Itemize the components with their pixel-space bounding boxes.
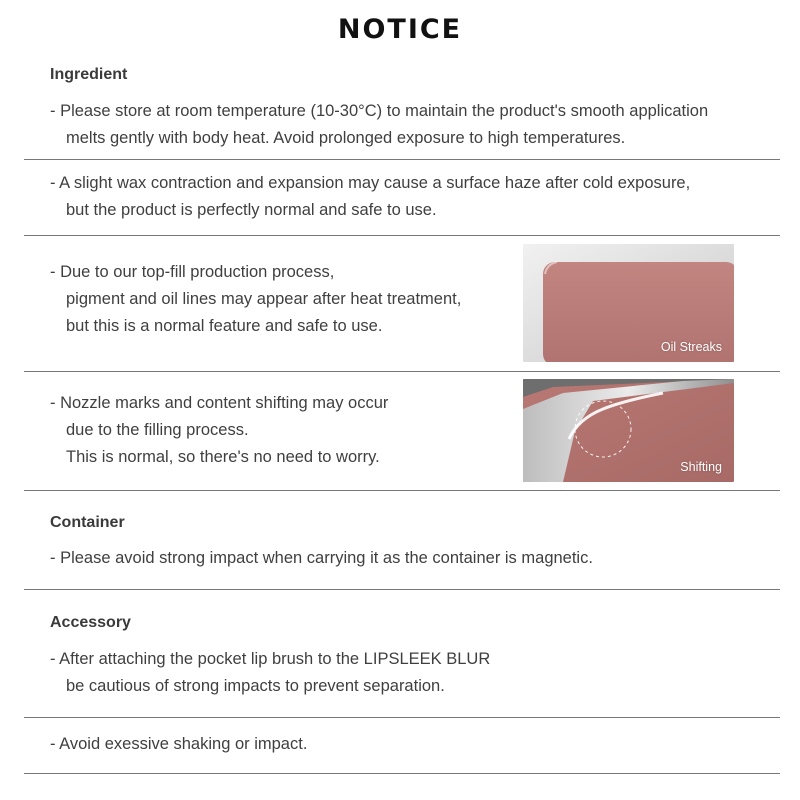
- divider: [24, 717, 780, 718]
- item-text-line: melts gently with body heat. Avoid prolonged exposure to high temperatures.: [66, 129, 626, 147]
- item-text-line: - Please store at room temperature (10-30°C) to maintain the product's smooth application: [50, 102, 709, 120]
- divider: [24, 589, 780, 590]
- divider: [24, 490, 780, 491]
- item-text-line: - After attaching the pocket lip brush to the LIPSLEEK BLUR: [50, 650, 491, 668]
- item-text-line: - A slight wax contraction and expansion may cause a surface haze after cold exposure,: [50, 174, 691, 192]
- notice-item-brush: [50, 646, 490, 700]
- notice-item-oil-lines: [50, 259, 461, 340]
- image-caption: Oil Streaks: [660, 340, 722, 354]
- item-text-line: - Due to our top-fill production process,: [50, 263, 335, 281]
- page-title: NOTICE: [337, 14, 463, 45]
- item-text-line: - Avoid exessive shaking or impact.: [50, 735, 308, 753]
- item-text-line: - Please avoid strong impact when carrying it as the container is magnetic.: [50, 549, 593, 567]
- notice-item-wax: [50, 170, 690, 224]
- item-text-line: pigment and oil lines may appear after heat treatment,: [66, 290, 462, 308]
- divider: [24, 159, 780, 160]
- item-text-line: but this is a normal feature and safe to use.: [66, 317, 383, 335]
- item-text-line: due to the filling process.: [66, 421, 249, 439]
- item-text-line: This is normal, so there's no need to worry.: [66, 448, 380, 466]
- item-text-line: but the product is perfectly normal and safe to use.: [66, 201, 437, 219]
- shifting-photo: [523, 379, 734, 482]
- oil-streaks-photo: [523, 244, 734, 362]
- notice-item-magnetic: [50, 545, 593, 572]
- section-heading-ingredient: Ingredient: [50, 66, 128, 83]
- section-heading-container: Container: [50, 514, 125, 531]
- notice-item-shaking: [50, 731, 307, 758]
- image-caption: Shifting: [680, 460, 722, 474]
- section-heading-accessory: Accessory: [50, 614, 131, 631]
- item-text-line: - Nozzle marks and content shifting may occur: [50, 394, 389, 412]
- notice-item-storage: [50, 98, 708, 152]
- item-text-line: be cautious of strong impacts to prevent separation.: [66, 677, 445, 695]
- notice-item-nozzle: [50, 390, 388, 471]
- divider: [24, 773, 780, 774]
- divider: [24, 371, 780, 372]
- divider: [24, 235, 780, 236]
